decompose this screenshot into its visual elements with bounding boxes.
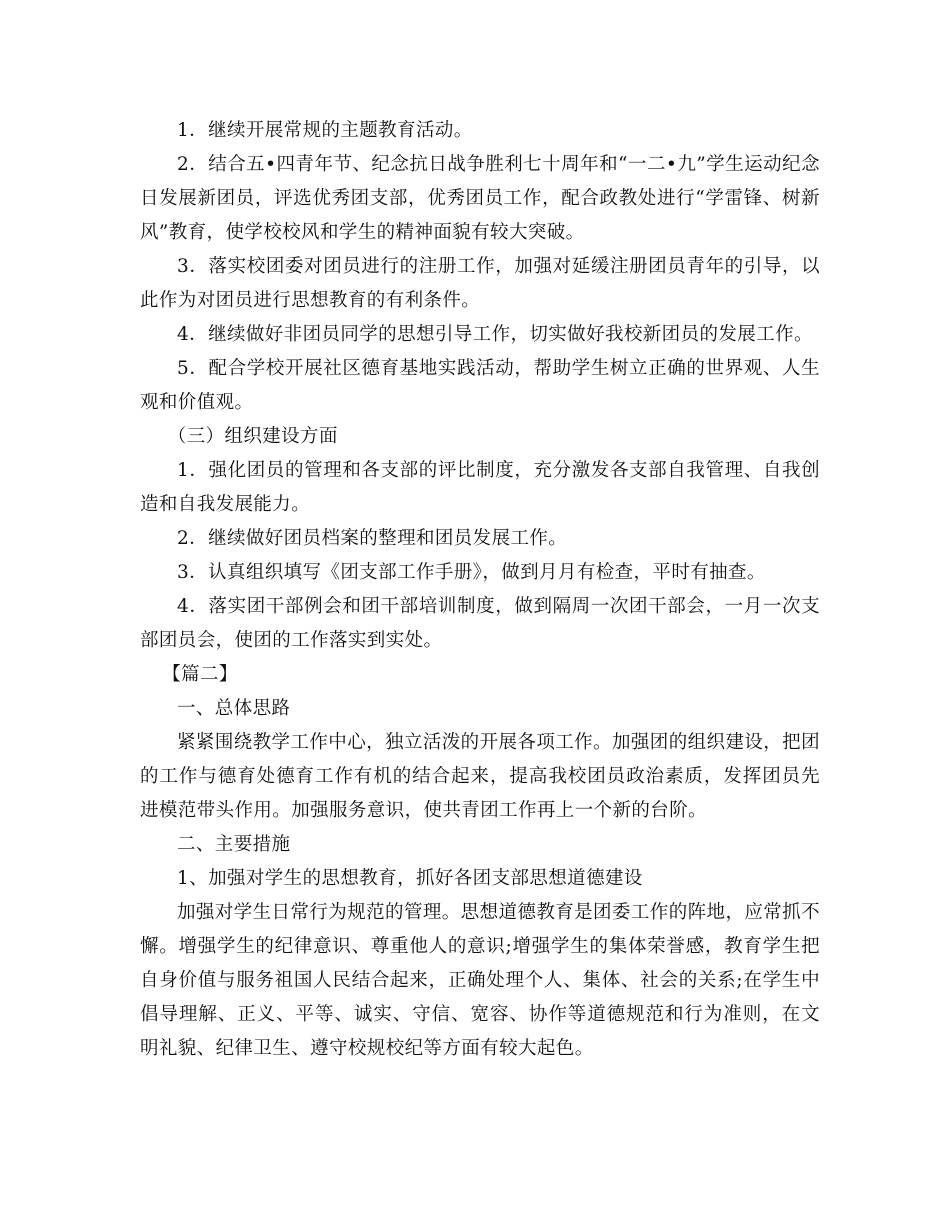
paragraph-measure-1: 加强对学生日常行为规范的管理。思想道德教育是团委工作的阵地，应常抓不懈。增强学生的纪律意识、尊重他人的意识;增强学生的集体荣誉感，教育学生把自身价值与服务祖国人民结合起来，正确处理个人、集体、社会的关系;在学生中倡导理解、正义、平等、诚实、守信、宽容、协作等道德规范和行为准则，在文明礼貌、纪律卫生、遵守校规校纪等方面有较大起色。 — [140, 902, 820, 1059]
subheading-measure-1: 1、加强对学生的思想教育，抓好各团支部思想道德建设 — [177, 868, 643, 889]
paragraph-org-1: 1．强化团员的管理和各支部的评比制度，充分激发各支部自我管理、自我创造和自我发展能力。 — [140, 460, 820, 515]
paragraph-item-1: 1．继续开展常规的主题教育活动。 — [177, 120, 473, 141]
document-body — [140, 114, 820, 1066]
paragraph-item-5: 5．配合学校开展社区德育基地实践活动，帮助学生树立正确的世界观、人生观和价值观。 — [140, 358, 820, 413]
paragraph-org-4: 4．落实团干部例会和团干部培训制度，做到隔周一次团干部会，一月一次支部团员会，使团的工作落实到实处。 — [140, 596, 820, 651]
paragraph-item-3: 3．落实校团委对团员进行的注册工作，加强对延缓注册团员青年的引导，以此作为对团员进行思想教育的有利条件。 — [140, 256, 820, 311]
paragraph-item-2: 2．结合五•四青年节、纪念抗日战争胜利七十周年和“一二•九”学生运动纪念日发展新团员，评选优秀团支部，优秀团员工作，配合政教处进行“学雷锋、树新风”教育，使学校校风和学生的精神面貌有较大突破。 — [140, 154, 820, 243]
paragraph-org-2: 2．继续做好团员档案的整理和团员发展工作。 — [177, 528, 568, 549]
section-heading-organization: （三）组织建设方面 — [167, 426, 338, 447]
paragraph-org-3: 3．认真组织填写《团支部工作手册》，做到月月有检查，平时有抽查。 — [177, 562, 766, 583]
paragraph-overall: 紧紧围绕教学工作中心，独立活泼的开展各项工作。加强团的组织建设，把团的工作与德育处德育工作有机的结合起来，提高我校团员政治素质，发挥团员先进模范带头作用。加强服务意识，使共青团工作再上一个新的台阶。 — [140, 732, 820, 821]
part-two-heading: 【篇二】 — [162, 664, 238, 685]
section-heading-overall: 一、总体思路 — [177, 698, 291, 719]
paragraph-item-4: 4．继续做好非团员同学的思想引导工作，切实做好我校新团员的发展工作。 — [177, 324, 813, 345]
section-heading-measures: 二、主要措施 — [177, 834, 291, 855]
